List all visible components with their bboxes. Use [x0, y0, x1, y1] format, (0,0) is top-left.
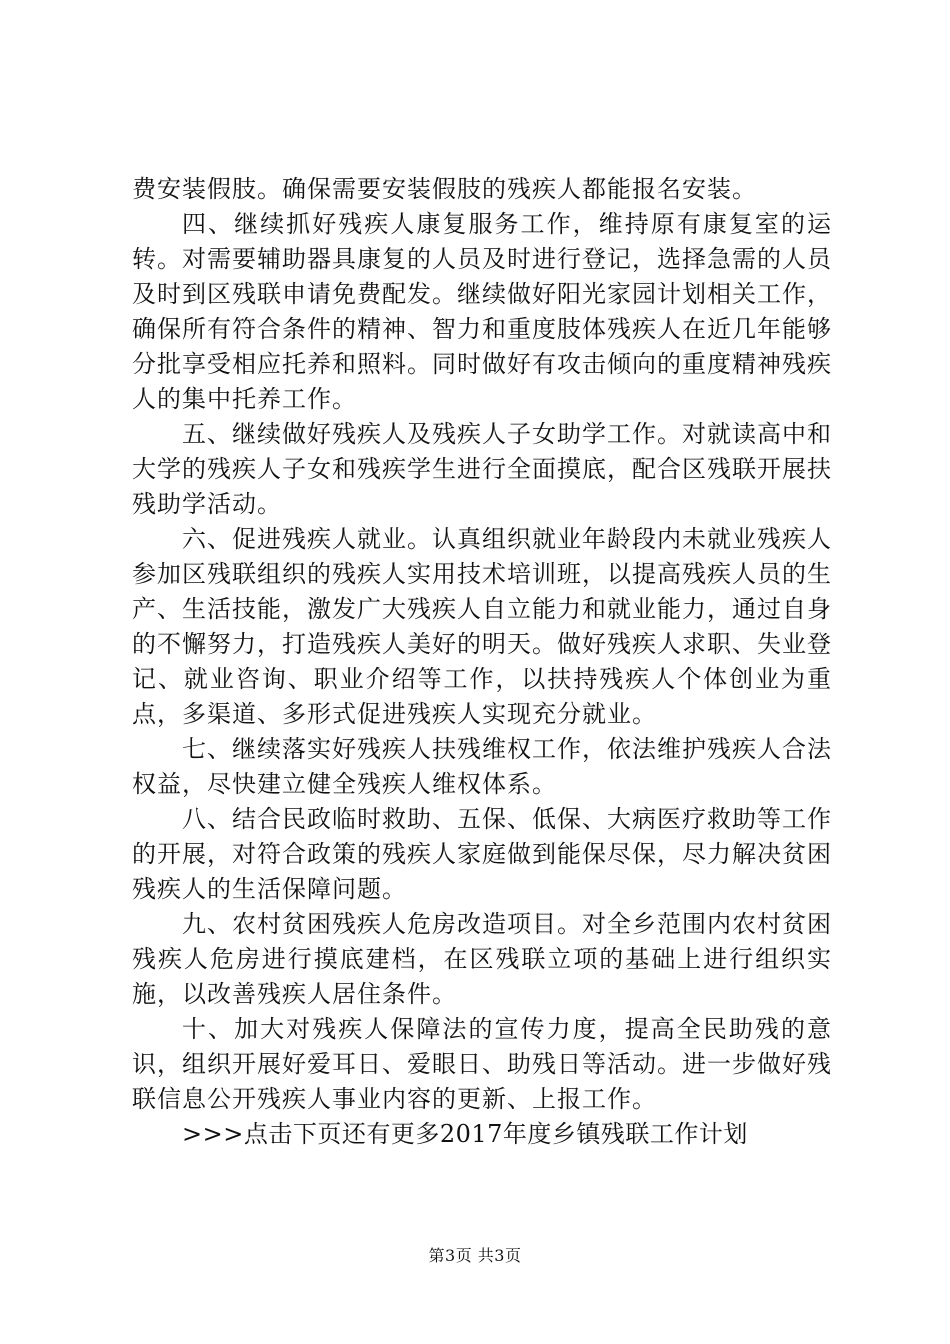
page-number-footer: 第3页 共3页 — [428, 1246, 522, 1265]
paragraph-item-10: 十、加大对残疾人保障法的宣传力度，提高全民助残的意识，组织开展好爱耳日、爱眼日、助残日等活动。进一步做好残联信息公开残疾人事业内容的更新、上报工作。 — [132, 1015, 832, 1113]
document-body — [132, 172, 832, 1152]
paragraph-item-9: 九、农村贫困残疾人危房改造项目。对全乡范围内农村贫困残疾人危房进行摸底建档，在区残联立项的基础上进行组织实施，以改善残疾人居住条件。 — [132, 910, 832, 1008]
paragraph-continuation: 费安装假肢。确保需要安装假肢的残疾人都能报名安装。 — [132, 175, 757, 203]
more-content-link[interactable]: >>>点击下页还有更多2017年度乡镇残联工作计划 — [182, 1120, 748, 1148]
paragraph-item-4: 四、继续抓好残疾人康复服务工作，维持原有康复室的运转。对需要辅助器具康复的人员及时进行登记，选择急需的人员及时到区残联申请免费配发。继续做好阳光家园计划相关工作，确保所有符合条件的精神、智力和重度肢体残疾人在近几年能够分批享受相应托养和照料。同时做好有攻击倾向的重度精神残疾人的集中托养工作。 — [132, 210, 832, 413]
paragraph-item-5: 五、继续做好残疾人及残疾人子女助学工作。对就读高中和大学的残疾人子女和残疾学生进行全面摸底，配合区残联开展扶残助学活动。 — [132, 420, 832, 518]
paragraph-item-8: 八、结合民政临时救助、五保、低保、大病医疗救助等工作的开展，对符合政策的残疾人家庭做到能保尽保，尽力解决贫困残疾人的生活保障问题。 — [132, 805, 832, 903]
paragraph-item-7: 七、继续落实好残疾人扶残维权工作，依法维护残疾人合法权益，尽快建立健全残疾人维权体系。 — [132, 735, 832, 798]
paragraph-item-6: 六、促进残疾人就业。认真组织就业年龄段内未就业残疾人参加区残联组织的残疾人实用技术培训班，以提高残疾人员的生产、生活技能，激发广大残疾人自立能力和就业能力，通过自身的不懈努力，打造残疾人美好的明天。做好残疾人求职、失业登记、就业咨询、职业介绍等工作，以扶持残疾人个体创业为重点，多渠道、多形式促进残疾人实现充分就业。 — [132, 525, 832, 728]
